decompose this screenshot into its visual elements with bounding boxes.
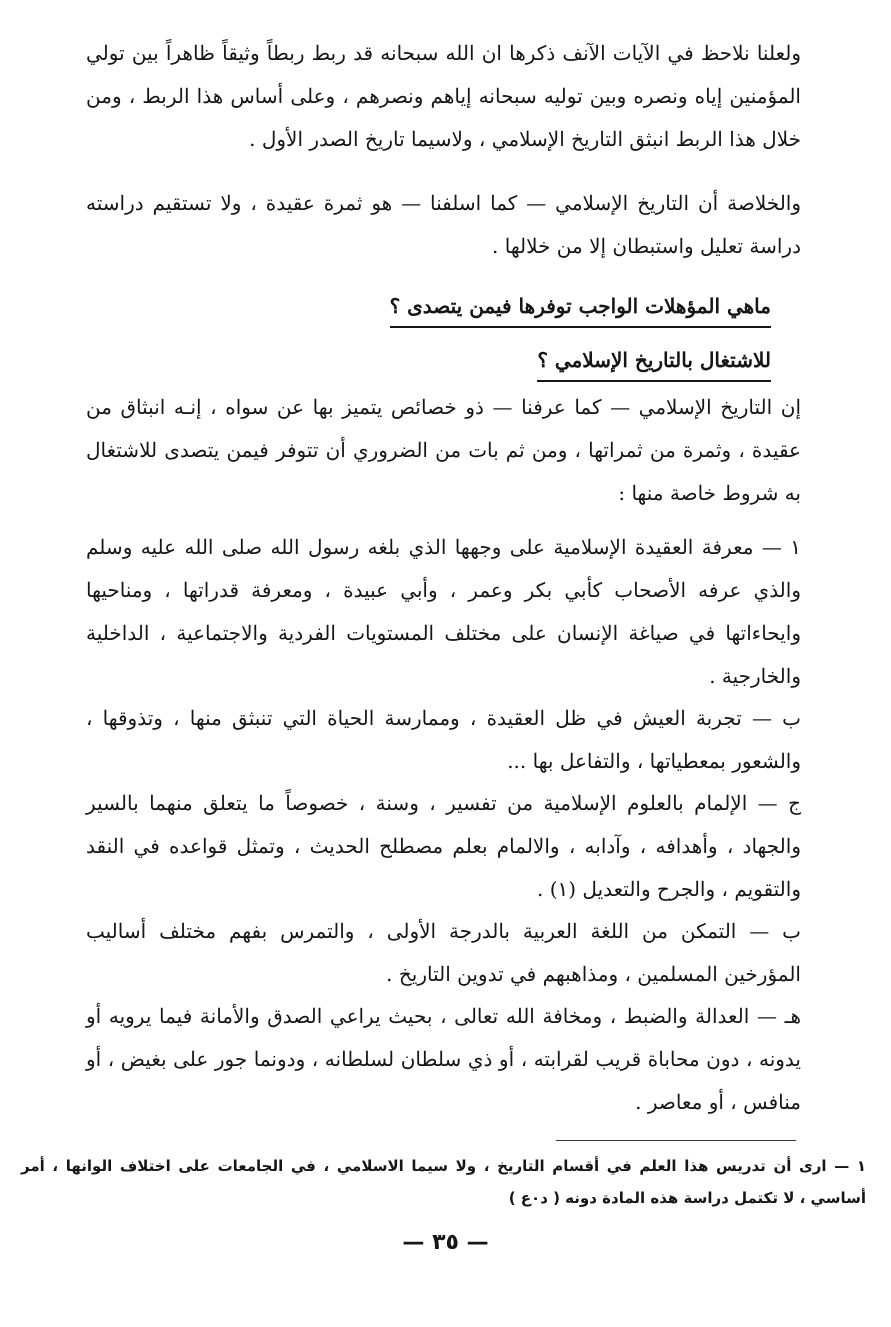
footnote-divider — [556, 1140, 796, 1141]
intro-paragraph: ولعلنا نلاحظ في الآيات الآنف ذكرها ان الله سبحانه قد ربط ربطاً وثيقاً ظاهراً بين تولي المؤمنين إياه ونصره وبين توليه سبحانه إياهم ونصرهم ، وعلى أساس هذا الربط ، ومن خلال هذا الربط انبثق التاريخ الإسلامي ، ولاسيما تاريخ الصدر الأول . — [86, 41, 801, 151]
section-heading-line-1: ماهي المؤهلات الواجب توفرها فيمن يتصدى ؟ — [390, 290, 771, 328]
condition-item-4: ب — التمكن من اللغة العربية بالدرجة الأولى ، والتمرس بفهم مختلف أساليب المؤرخين المسلمين ، ومذاهبهم في تدوين التاريخ . — [86, 919, 801, 986]
section-heading-line-2: للاشتغال بالتاريخ الإسلامي ؟ — [537, 344, 771, 382]
condition-item-5: هـ — العدالة والضبط ، ومخافة الله تعالى ، بحيث يراعي الصدق والأمانة فيما يرويه أو يدونه ، دون محاباة قريب لقرابته ، أو ذي سلطان لسلطانه ، ودونما جور على بغيض ، أو منافس ، أو معاصر . — [86, 1004, 801, 1114]
answer-paragraph: إن التاريخ الإسلامي — كما عرفنا — ذو خصائص يتميز بها عن سواه ، إنـه انبثاق من عقيدة ، وثمرة من ثمراتها ، ومن ثم بات من الضروري أن تتوفر فيمن يتصدى للاشتغال به شروط خاصة منها : — [86, 395, 801, 505]
conclusion-paragraph: والخلاصة أن التاريخ الإسلامي — كما اسلفنا — هو ثمرة عقيدة ، ولا تستقيم دراسته دراسة تعليل واستبطان إلا من خلالها . — [86, 191, 801, 258]
page-number: — ٣٥ — — [402, 1230, 489, 1255]
footnote: ١ — ارى أن تدريس هذا العلم في أقسام التاريخ ، ولا سيما الاسلامي ، في الجامعات على اختلاف الوانها ، أمر أساسي ، لا تكتمل دراسة هذه المادة دونه ( د٠ع ) — [21, 1157, 866, 1207]
condition-item-1: ١ — معرفة العقيدة الإسلامية على وجهها الذي بلغه رسول الله صلى الله عليه وسلم والذي عرفه الأصحاب كأبي بكر وعمر ، وأبي عبيدة ، ومعرفة قدراتها ، ومناحيها وايحاءاتها في صياغة الإنسان على مختلف المستويات الفردية والاجتماعية ، الداخلية والخارجية . — [86, 535, 801, 688]
condition-item-3: ج — الإلمام بالعلوم الإسلامية من تفسير ، وسنة ، خصوصاً ما يتعلق منهما بالسير والجهاد ، وأهدافه ، وآدابه ، والالمام بعلم مصطلح الحديث ، وتمثل قواعده في النقد والتقويم ، والجرح والتعديل (١) . — [86, 791, 801, 901]
condition-item-2: ب — تجربة العيش في ظل العقيدة ، وممارسة الحياة التي تنبثق منها ، وتذوقها ، والشعور بمعطياتها ، والتفاعل بها ... — [86, 706, 801, 773]
